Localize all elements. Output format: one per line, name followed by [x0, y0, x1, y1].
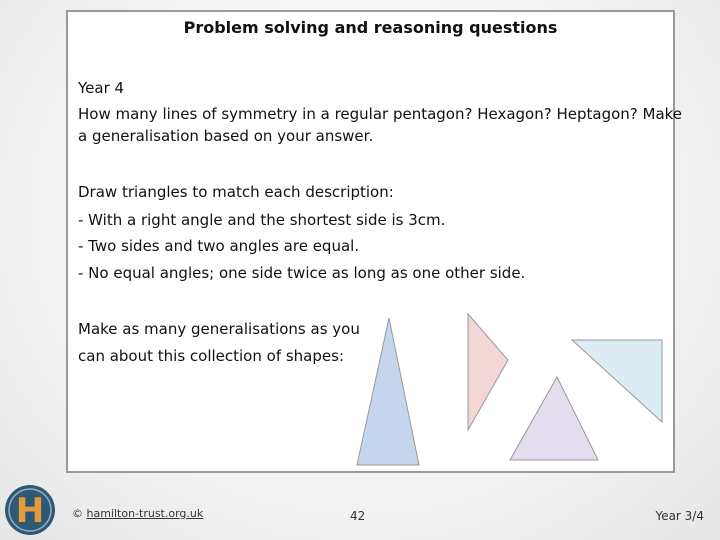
hamilton-trust-link[interactable]: hamilton-trust.org.uk: [86, 507, 204, 520]
triangle-description-3: - No equal angles; one side twice as long as one other side.: [78, 264, 526, 282]
triangle-description-2: - Two sides and two angles are equal.: [78, 237, 360, 255]
copyright-symbol: ©: [72, 507, 83, 520]
question-triangles-intro: Draw triangles to match each description:: [78, 183, 394, 201]
question-generalise-line1: Make as many generalisations as you: [78, 320, 360, 338]
right-triangle-light-blue: [572, 340, 662, 422]
slide-title: Problem solving and reasoning questions: [183, 18, 558, 37]
question-symmetry-line1: How many lines of symmetry in a regular pentagon? Hexagon? Heptagon? Make: [78, 105, 683, 123]
scalene-triangle-purple: [510, 377, 598, 460]
footer-copyright: [72, 507, 203, 520]
year-label: Year 4: [78, 79, 125, 97]
question-symmetry-line2: a generalisation based on your answer.: [78, 127, 374, 145]
question-generalise-line2: can about this collection of shapes:: [78, 347, 344, 365]
right-triangle-pink: [468, 314, 508, 430]
page-number: 42: [350, 509, 366, 523]
year-group-label: Year 3/4: [655, 509, 704, 523]
triangle-description-1: - With a right angle and the shortest side is 3cm.: [78, 211, 446, 229]
shapes-collection: [68, 12, 677, 475]
hamilton-logo: [4, 484, 56, 536]
logo-letter: H: [15, 491, 45, 531]
question-card: [66, 10, 683, 473]
isosceles-triangle-blue: [357, 318, 419, 465]
